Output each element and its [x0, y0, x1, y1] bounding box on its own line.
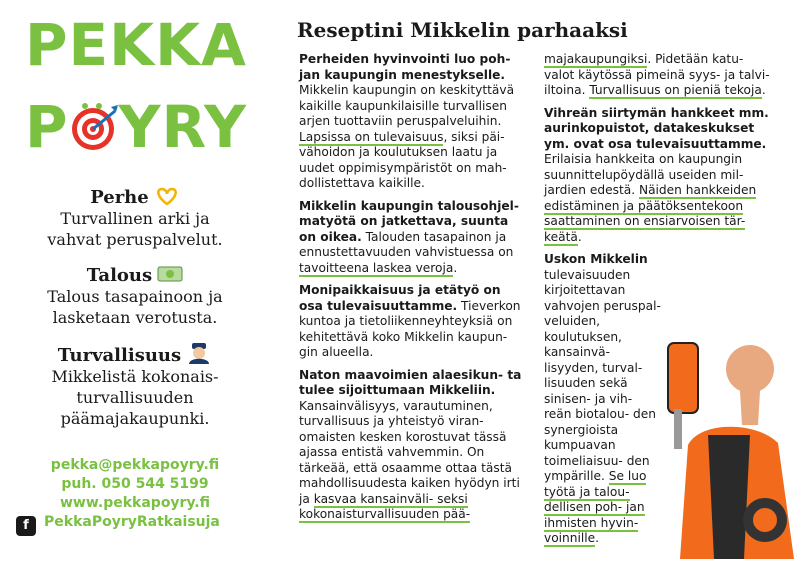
contact-block — [0, 456, 270, 513]
turvallisuus-text-1: Mikkelistä kokonais- — [51, 367, 219, 386]
talous-text-2: lasketaan verotusta. — [52, 308, 218, 327]
facebook-label: PekkaPoyryRatkaisuja — [44, 514, 220, 530]
paragraph-nato: Naton maavoimien alaesikun- ta tulee sijoittumaan Mikkeliin. Kansainvälisyys, varautuminen, turvallisuus ja yhteistyö viran- omaisten kesken korostuvat tässä ajassa entistä vahvemmin. On tärkeää, että osaamme ottaa tästä mahdollisuudesta kaiken hyödyn irti ja kasvaa kansainväli- seksi kokonaisturvallisuuden pää- — [299, 367, 522, 521]
facebook-icon: f — [16, 516, 36, 536]
heart-hands-icon — [154, 186, 180, 206]
bullseye-target-icon — [69, 101, 119, 151]
brand-letters-yry: YRY — [118, 93, 248, 161]
article-title: Reseptini Mikkelin parhaaksi — [297, 18, 628, 42]
money-icon — [157, 264, 183, 284]
perhe-text-2: vahvat peruspalvelut. — [47, 230, 223, 249]
section-talous — [0, 264, 270, 328]
facebook-link[interactable] — [16, 514, 220, 536]
paragraph-perhe: Perheiden hyvinvointi luo poh- jan kaupungin menestykselle. Mikkelin kaupungin on keskityttävä kaikille kaupunkilaisille turvallisen arjen tuottaviin peruspalveluihin. Lapsissa on tulevaisuus, siksi päi- vähoidon ja koulutuksen laatu ja uudet oppimisympäristöt on mah- dollistettava kaikille. — [299, 52, 515, 190]
paragraph-uskon: Uskon Mikkelin tulevaisuuden kirjoitettavan vahvojen peruspal- veluiden, koulutuksen, kansainvä- lisyyden, turval- lisuuden sekä sinisen- ja vih- reän biotalou- den synergioista kumpuavan toimeliaisuu- den ympärille. Se luo työtä ja talou- dellisen poh- jan ihmisten hyvin- voinnille. — [544, 252, 661, 545]
section-perhe — [0, 186, 270, 250]
website-link[interactable]: www.pekkapoyry.fi — [59, 495, 210, 511]
turvallisuus-text-3: päämajakaupunki. — [60, 409, 210, 428]
talous-heading: Talous — [86, 265, 153, 286]
sidebar — [0, 0, 270, 559]
turvallisuus-text-2: turvallisuuden — [76, 388, 194, 407]
section-turvallisuus — [0, 342, 270, 429]
email-link[interactable]: pekka@pekkapoyry.fi — [50, 457, 220, 473]
turvallisuus-heading: Turvallisuus — [57, 345, 182, 366]
police-officer-icon — [186, 342, 212, 362]
brand-letter-p: P — [25, 93, 69, 161]
brand-name-line2 — [25, 93, 248, 161]
paragraph-talous: Mikkelin kaupungin talousohjel- matyötä on jatkettava, suunta on oikea. Talouden tasapainon ja ennustettavuuden vahvistuessa on tavoitteena laskea veroja. — [299, 198, 519, 275]
perhe-heading: Perhe — [90, 187, 149, 208]
article-column-1 — [299, 52, 527, 530]
phone-link[interactable]: puh. 050 544 5199 — [61, 476, 209, 492]
perhe-text-1: Turvallinen arki ja — [60, 209, 210, 228]
brand-name-line1: PEKKA — [25, 11, 247, 79]
talous-text-1: Talous tasapainoon ja — [47, 287, 223, 306]
candidate-photo — [660, 325, 794, 559]
paragraph-turvallisuus-cont: majakaupungiksi. Pidetään katu- valot käytössä pimeinä syys- ja talvi-iltoina. Turvallisuus on pieniä tekoja. — [544, 52, 770, 97]
paragraph-etatyo: Monipaikkaisuus ja etätyö on osa tulevaisuuttamme. Tieverkon kuntoa ja tietoliikenneyhteyksiä on kehitettävä koko Mikkelin kaupun- gin alueella. — [299, 283, 521, 359]
paragraph-vihrea-siirtyma: Vihreän siirtymän hankkeet mm. aurinkopuistot, datakeskukset ym. ovat osa tulevaisuuttamme. Erilaisia hankkeita on kaupungin suunnittelupöydällä useiden mil- jardien edestä. Näiden hankkeiden edistäminen ja päätöksentekoon saattaminen on ensiarvoisen tär- keätä. — [544, 105, 769, 244]
